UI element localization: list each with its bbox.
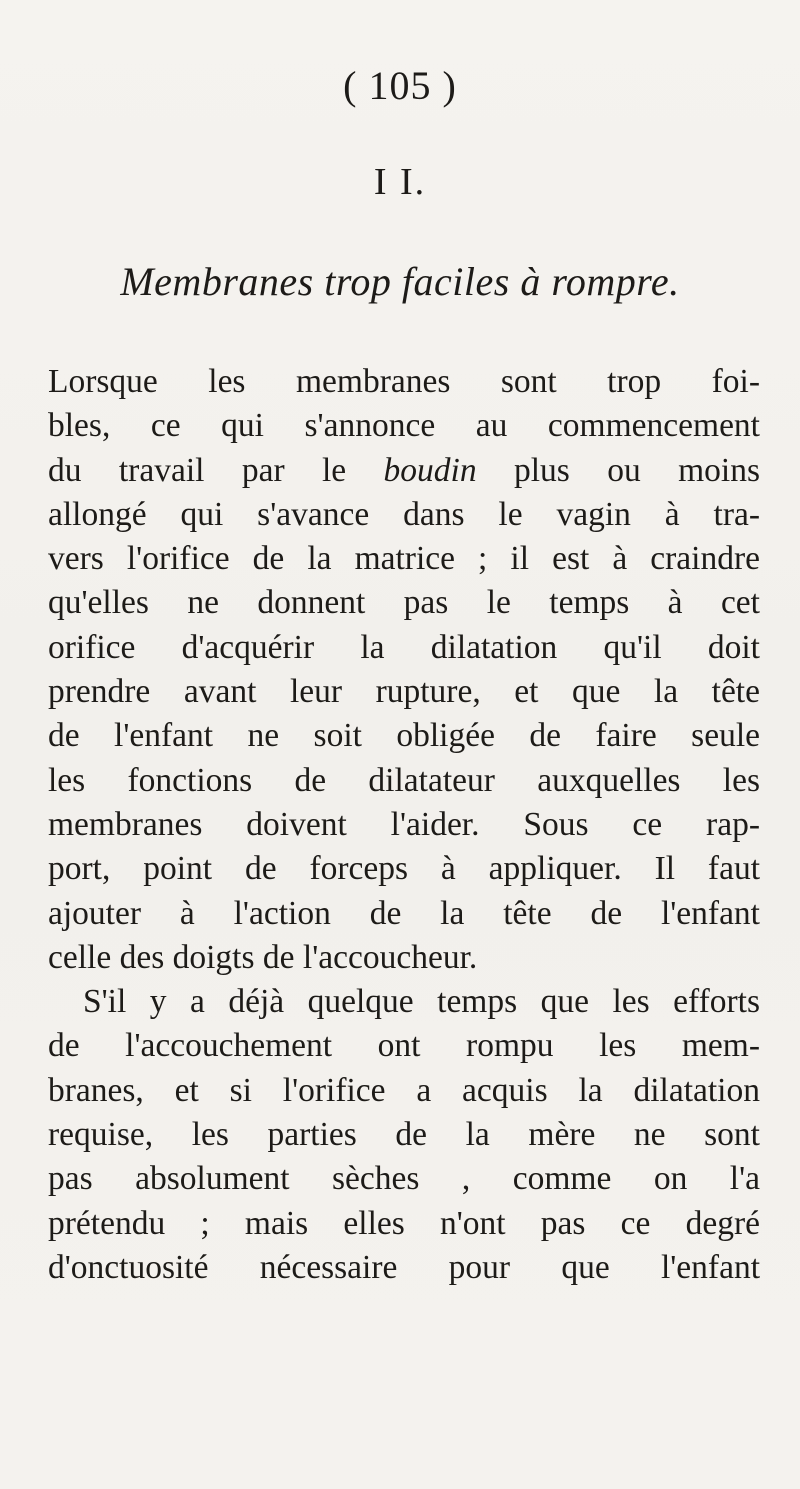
section-number: I I. (373, 161, 427, 203)
text-line: prendre avant leur rupture, et que la tête (48, 673, 760, 711)
text-line: membranes doivent l'aider. Sous ce rap- (48, 805, 760, 843)
text-line: allongé qui s'avance dans le vagin à tra- (48, 495, 760, 533)
text-line: port, point de forceps à appliquer. Il faut (48, 850, 760, 888)
text-line: S'il y a déjà quelque temps que les efforts (83, 983, 760, 1021)
text-fragment: plus ou moins (476, 451, 760, 489)
text-line: vers l'orifice de la matrice ; il est à craindre (48, 540, 760, 578)
text-line (48, 449, 760, 493)
emphasized-word: boudin (383, 451, 477, 489)
text-line: d'onctuosité nécessaire pour que l'enfant (48, 1248, 760, 1286)
text-line: branes, et si l'orifice a acquis la dilatation (48, 1071, 760, 1109)
text-line: orifice d'acquérir la dilatation qu'il doit (48, 628, 760, 666)
text-line: Lorsque les membranes sont trop foi- (48, 363, 760, 400)
text-line: ajouter à l'action de la tête de l'enfant (48, 894, 760, 932)
body-text (48, 360, 760, 1290)
section-title: Membranes trop faciles à rompre. (120, 259, 680, 304)
text-line: requise, les parties de la mère ne sont (48, 1116, 760, 1154)
text-line: qu'elles ne donnent pas le temps à cet (48, 584, 760, 622)
text-line: pas absolument sèches , comme on l'a (48, 1160, 760, 1198)
text-line: bles, ce qui s'annonce au commencement (48, 407, 760, 445)
text-line: de l'accouchement ont rompu les mem- (48, 1027, 760, 1065)
text-fragment: du travail par le (48, 451, 384, 489)
text-line: prétendu ; mais elles n'ont pas ce degré (48, 1204, 760, 1242)
text-line: de l'enfant ne soit obligée de faire seule (48, 717, 760, 755)
paragraph-end-line: celle des doigts de l'accoucheur. (48, 938, 478, 976)
text-line: les fonctions de dilatateur auxquelles les (48, 761, 760, 799)
page-number: ( 105 ) (343, 63, 457, 108)
